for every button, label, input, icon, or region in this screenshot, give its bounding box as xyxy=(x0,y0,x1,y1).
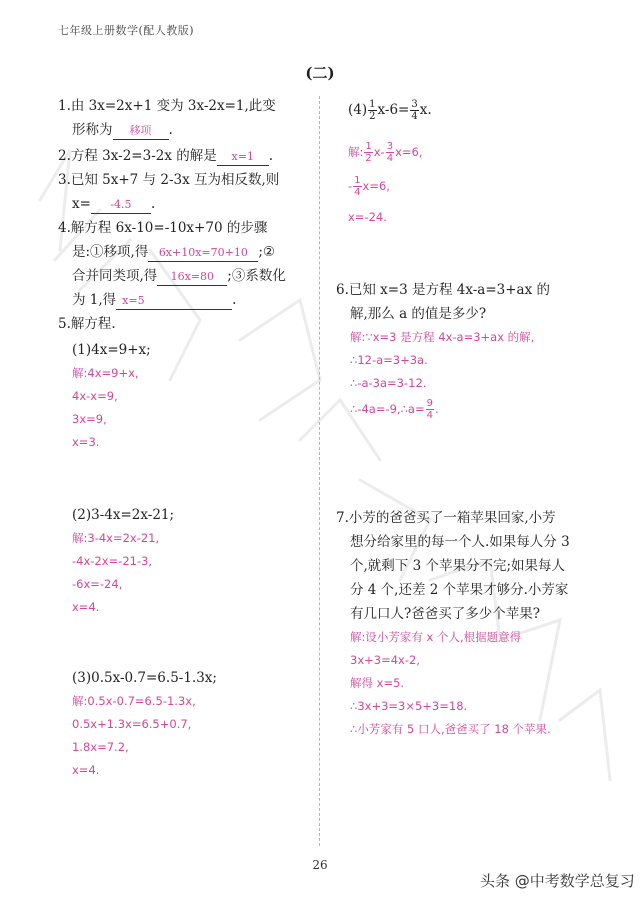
q3-answer-blank: -4.5 xyxy=(91,197,151,214)
q5-p3-step: 0.5x+1.3x=6.5+0.7, xyxy=(72,717,192,731)
q2-answer-blank: x=1 xyxy=(217,149,269,166)
q5-p1-step: 4x-x=9, xyxy=(72,389,118,403)
question-6 xyxy=(336,278,550,326)
question-1 xyxy=(58,94,276,142)
q6-step: 解:∵x=3 是方程 4x-a=3+ax 的解, xyxy=(350,330,535,344)
fraction: $\frac{1}{4}$ xyxy=(354,175,361,198)
q5-p3-step: 1.8x=7.2, xyxy=(72,740,129,754)
q7-solution xyxy=(350,626,551,741)
fraction: $\frac{3}{4}$ xyxy=(411,99,418,122)
q6-step: ∴12-a=3+3a. xyxy=(350,353,428,367)
q5-p4-step-2: - $\frac{1}{4}$ x=6, xyxy=(348,175,390,198)
q1-line2: 形称为 移项 . xyxy=(72,122,173,138)
q7-step: ∴小芳家有 5 口人,爸爸买了 18 个苹果. xyxy=(350,722,551,736)
column-divider xyxy=(319,96,320,846)
q4-line1: 4.解方程 6x-10=-10x+70 的步骤 xyxy=(58,220,268,236)
q4-answer-blank-3: x=5 xyxy=(116,293,232,310)
q7-line: 有几口人?爸爸买了多少个苹果? xyxy=(350,606,540,622)
q5-part-2 xyxy=(72,503,174,619)
question-4 xyxy=(58,216,286,312)
q5-p3-step: x=4. xyxy=(72,763,100,777)
q3-line2: x= -4.5 . xyxy=(72,196,156,212)
q7-step: ∴3x+3=3×5+3=18. xyxy=(350,699,468,713)
q4-answer-blank-1: 6x+10x=70+10 xyxy=(148,245,258,262)
q5-p3-problem: (3)0.5x-0.7=6.5-1.3x; xyxy=(72,670,217,686)
q5-p1-problem: (1)4x=9+x; xyxy=(72,342,151,358)
q7-line: 分 4 个,还差 2 个苹果才够分.小芳家 xyxy=(350,582,569,598)
question-5-title: 5.解方程. xyxy=(58,316,116,332)
q5-p1-step: x=3. xyxy=(72,435,100,449)
q6-step-last: ∴-4a=-9,∴a= $\frac{9}{4}$ . xyxy=(350,398,439,421)
fraction: $\frac{1}{2}$ xyxy=(365,141,372,164)
q5-p4-problem: (4) $\frac{1}{2}$ x-6= $\frac{3}{4}$ x. xyxy=(348,99,432,122)
q6-solution xyxy=(350,326,534,423)
q4-answer-blank-2: 16x=80 xyxy=(157,269,227,286)
q5-p3-step: 解:0.5x-0.7=6.5-1.3x, xyxy=(72,694,196,708)
q5-p1-step: 解:4x=9+x, xyxy=(72,366,139,380)
q5-part-1 xyxy=(72,338,151,454)
fraction: $\frac{9}{4}$ xyxy=(426,398,433,421)
fraction: $\frac{1}{2}$ xyxy=(369,99,376,122)
q1-answer-blank: 移项 xyxy=(113,123,169,140)
question-2: 2.方程 3x-2=3-2x 的解是 x=1 . xyxy=(58,148,274,164)
question-3 xyxy=(58,168,279,216)
fraction: $\frac{3}{4}$ xyxy=(386,141,394,164)
question-7 xyxy=(336,506,570,626)
q7-step: 解:设小芳家有 x 个人,根据题意得 xyxy=(350,630,522,644)
page-header: 七年级上册数学(配人教版) xyxy=(58,24,195,37)
q5-p1-step: 3x=9, xyxy=(72,412,107,426)
page-number: 26 xyxy=(312,858,328,872)
q6-step: ∴-a-3a=3-12. xyxy=(350,376,427,390)
q5-p4-step-1: 解: $\frac{1}{2}$ x- $\frac{3}{4}$ x=6, xyxy=(348,141,423,164)
q4-line4: 为 1,得 x=5 . xyxy=(72,292,237,308)
q5-p2-problem: (2)3-4x=2x-21; xyxy=(72,507,175,523)
q7-step: 3x+3=4x-2, xyxy=(350,653,420,667)
q6-line1: 6.已知 x=3 是方程 4x-a=3+ax 的 xyxy=(336,282,551,298)
q7-line: 个,就剩下 3 个苹果分不完;如果每人 xyxy=(350,558,566,574)
q7-line: 想分给家里的每一个人.如果每人分 3 xyxy=(350,534,570,550)
q5-p2-step: 解:3-4x=2x-21, xyxy=(72,531,160,545)
q5-p2-step: -4x-2x=-21-3, xyxy=(72,554,153,568)
q5-p2-step: -6x=-24, xyxy=(72,577,123,591)
q5-p4-step-3: x=-24. xyxy=(348,210,387,224)
q7-line: 7.小芳的爸爸买了一箱苹果回家,小芳 xyxy=(336,510,556,526)
q3-line1: 3.已知 5x+7 与 2-3x 互为相反数,则 xyxy=(58,172,280,188)
section-title: (二) xyxy=(305,64,335,82)
source-watermark: 头条 @中考数学总复习 xyxy=(480,872,635,890)
q4-line2: 是:①移项,得 6x+10x=70+10 ;② xyxy=(72,244,275,260)
q6-line2: 解,那么 a 的值是多少? xyxy=(350,306,487,322)
q5-p2-step: x=4. xyxy=(72,600,100,614)
q1-line1: 1.由 3x=2x+1 变为 3x-2x=1,此变 xyxy=(58,98,276,114)
q5-part-3 xyxy=(72,666,217,782)
q7-step: 解得 x=5. xyxy=(350,676,405,690)
q4-line3: 合并同类项,得 16x=80 ;③系数化 xyxy=(72,268,286,284)
